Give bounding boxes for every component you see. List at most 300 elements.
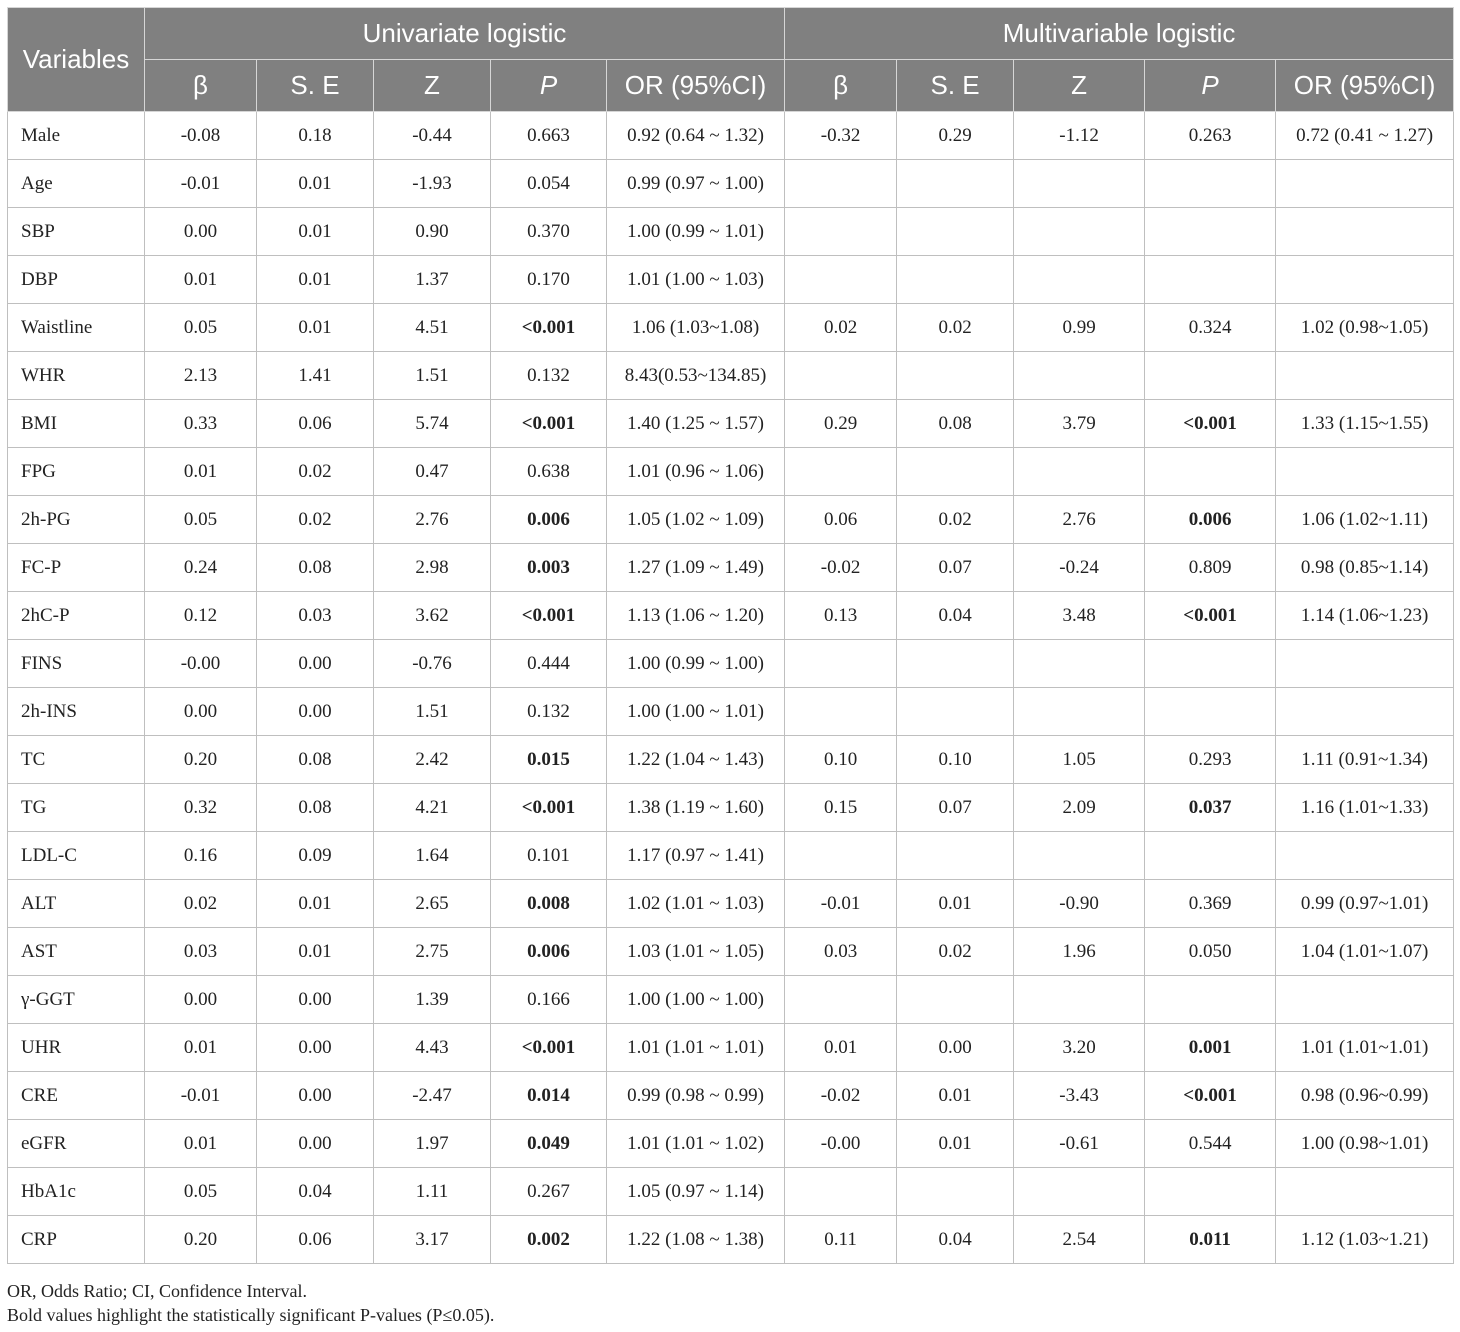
uni-p-cell: 0.015 <box>491 736 607 784</box>
multi-z-cell: 2.09 <box>1014 784 1145 832</box>
variable-cell: 2hC-P <box>8 592 145 640</box>
multi-se-cell <box>897 256 1014 304</box>
uni-beta-cell: 0.05 <box>145 496 257 544</box>
uni-p-cell: <0.001 <box>491 1024 607 1072</box>
uni-z-cell: 1.97 <box>374 1120 491 1168</box>
multi-p-cell: 0.050 <box>1145 928 1276 976</box>
uni-or-cell: 1.01 (1.00 ~ 1.03) <box>607 256 785 304</box>
header-uni-z: Z <box>374 60 491 112</box>
multi-or-cell <box>1276 976 1454 1024</box>
table-row <box>8 1072 1454 1120</box>
multi-z-cell <box>1014 448 1145 496</box>
multi-z-cell: -0.90 <box>1014 880 1145 928</box>
variable-cell: FPG <box>8 448 145 496</box>
multi-p-cell <box>1145 352 1276 400</box>
uni-se-cell: 0.01 <box>257 880 374 928</box>
multi-p-cell: 0.011 <box>1145 1216 1276 1264</box>
multi-beta-cell: 0.02 <box>785 304 897 352</box>
uni-z-cell: 2.65 <box>374 880 491 928</box>
multi-z-cell: -3.43 <box>1014 1072 1145 1120</box>
multi-z-cell: -1.12 <box>1014 112 1145 160</box>
multi-or-cell: 1.33 (1.15~1.55) <box>1276 400 1454 448</box>
uni-se-cell: 0.08 <box>257 736 374 784</box>
multi-p-cell <box>1145 208 1276 256</box>
uni-se-cell: 0.01 <box>257 256 374 304</box>
uni-beta-cell: 0.20 <box>145 736 257 784</box>
uni-p-cell: 0.006 <box>491 928 607 976</box>
variable-cell: FC-P <box>8 544 145 592</box>
uni-or-cell: 1.06 (1.03~1.08) <box>607 304 785 352</box>
multi-p-cell <box>1145 976 1276 1024</box>
uni-z-cell: 3.17 <box>374 1216 491 1264</box>
uni-z-cell: 2.98 <box>374 544 491 592</box>
multi-se-cell: 0.01 <box>897 880 1014 928</box>
uni-se-cell: 0.01 <box>257 160 374 208</box>
multi-beta-cell: 0.13 <box>785 592 897 640</box>
multi-beta-cell: -0.02 <box>785 544 897 592</box>
multi-beta-cell: -0.00 <box>785 1120 897 1168</box>
uni-p-cell: 0.002 <box>491 1216 607 1264</box>
uni-se-cell: 0.00 <box>257 1072 374 1120</box>
table-row <box>8 1120 1454 1168</box>
variable-cell: Waistline <box>8 304 145 352</box>
uni-se-cell: 0.02 <box>257 496 374 544</box>
header-multi-p: P <box>1145 60 1276 112</box>
uni-beta-cell: 0.01 <box>145 448 257 496</box>
uni-beta-cell: 0.00 <box>145 208 257 256</box>
variable-cell: Age <box>8 160 145 208</box>
header-uni-se: S. E <box>257 60 374 112</box>
uni-or-cell: 1.03 (1.01 ~ 1.05) <box>607 928 785 976</box>
multi-p-cell: 0.369 <box>1145 880 1276 928</box>
multi-or-cell <box>1276 1168 1454 1216</box>
table-row <box>8 496 1454 544</box>
multi-se-cell <box>897 688 1014 736</box>
multi-or-cell: 0.98 (0.96~0.99) <box>1276 1072 1454 1120</box>
uni-p-cell: 0.054 <box>491 160 607 208</box>
table-row <box>8 1168 1454 1216</box>
multi-z-cell: -0.61 <box>1014 1120 1145 1168</box>
table-row <box>8 256 1454 304</box>
multi-p-cell <box>1145 1168 1276 1216</box>
uni-z-cell: 2.75 <box>374 928 491 976</box>
multi-or-cell <box>1276 640 1454 688</box>
uni-se-cell: 1.41 <box>257 352 374 400</box>
multi-beta-cell: -0.02 <box>785 1072 897 1120</box>
table-row <box>8 304 1454 352</box>
multi-p-cell: 0.809 <box>1145 544 1276 592</box>
uni-z-cell: 0.47 <box>374 448 491 496</box>
uni-se-cell: 0.02 <box>257 448 374 496</box>
multi-p-cell <box>1145 640 1276 688</box>
multi-z-cell <box>1014 832 1145 880</box>
uni-se-cell: 0.01 <box>257 208 374 256</box>
multi-beta-cell <box>785 1168 897 1216</box>
multi-z-cell <box>1014 1168 1145 1216</box>
uni-p-cell: 0.014 <box>491 1072 607 1120</box>
multi-se-cell: 0.02 <box>897 496 1014 544</box>
multi-or-cell <box>1276 688 1454 736</box>
uni-beta-cell: -0.08 <box>145 112 257 160</box>
table-row <box>8 1216 1454 1264</box>
uni-beta-cell: -0.01 <box>145 1072 257 1120</box>
variable-cell: FINS <box>8 640 145 688</box>
multi-p-cell: 0.001 <box>1145 1024 1276 1072</box>
multi-se-cell: 0.07 <box>897 784 1014 832</box>
multi-z-cell <box>1014 160 1145 208</box>
uni-or-cell: 0.99 (0.98 ~ 0.99) <box>607 1072 785 1120</box>
table-row <box>8 928 1454 976</box>
table-row <box>8 640 1454 688</box>
header-variables: Variables <box>8 8 145 112</box>
header-multi-z: Z <box>1014 60 1145 112</box>
uni-p-cell: <0.001 <box>491 304 607 352</box>
multi-z-cell: -0.24 <box>1014 544 1145 592</box>
uni-p-cell: 0.170 <box>491 256 607 304</box>
uni-se-cell: 0.06 <box>257 1216 374 1264</box>
uni-beta-cell: 0.24 <box>145 544 257 592</box>
uni-z-cell: 4.21 <box>374 784 491 832</box>
uni-p-cell: <0.001 <box>491 784 607 832</box>
uni-z-cell: 2.42 <box>374 736 491 784</box>
multi-beta-cell: 0.15 <box>785 784 897 832</box>
uni-z-cell: 2.76 <box>374 496 491 544</box>
uni-p-cell: 0.267 <box>491 1168 607 1216</box>
uni-beta-cell: 0.05 <box>145 304 257 352</box>
multi-z-cell <box>1014 256 1145 304</box>
multi-or-cell: 1.00 (0.98~1.01) <box>1276 1120 1454 1168</box>
multi-or-cell <box>1276 448 1454 496</box>
uni-z-cell: 4.43 <box>374 1024 491 1072</box>
logistic-regression-table <box>7 7 1454 1264</box>
multi-p-cell: 0.293 <box>1145 736 1276 784</box>
table-row <box>8 208 1454 256</box>
table-row <box>8 784 1454 832</box>
table-row <box>8 1024 1454 1072</box>
uni-z-cell: 3.62 <box>374 592 491 640</box>
uni-beta-cell: 0.00 <box>145 688 257 736</box>
table-row <box>8 736 1454 784</box>
uni-or-cell: 1.22 (1.08 ~ 1.38) <box>607 1216 785 1264</box>
uni-beta-cell: 0.03 <box>145 928 257 976</box>
uni-se-cell: 0.09 <box>257 832 374 880</box>
uni-or-cell: 1.40 (1.25 ~ 1.57) <box>607 400 785 448</box>
multi-z-cell: 1.05 <box>1014 736 1145 784</box>
multi-z-cell <box>1014 688 1145 736</box>
uni-se-cell: 0.00 <box>257 976 374 1024</box>
multi-or-cell: 1.02 (0.98~1.05) <box>1276 304 1454 352</box>
uni-p-cell: 0.049 <box>491 1120 607 1168</box>
uni-z-cell: 1.39 <box>374 976 491 1024</box>
uni-se-cell: 0.03 <box>257 592 374 640</box>
uni-or-cell: 8.43(0.53~134.85) <box>607 352 785 400</box>
multi-se-cell <box>897 352 1014 400</box>
uni-z-cell: 5.74 <box>374 400 491 448</box>
multi-z-cell: 2.76 <box>1014 496 1145 544</box>
table-row <box>8 160 1454 208</box>
multi-beta-cell: -0.01 <box>785 880 897 928</box>
multi-p-cell: <0.001 <box>1145 400 1276 448</box>
multi-p-cell <box>1145 256 1276 304</box>
variable-cell: WHR <box>8 352 145 400</box>
multi-beta-cell <box>785 208 897 256</box>
uni-se-cell: 0.01 <box>257 928 374 976</box>
logistic-table-container <box>7 7 1453 1264</box>
multi-se-cell <box>897 160 1014 208</box>
uni-beta-cell: 0.01 <box>145 256 257 304</box>
multi-beta-cell <box>785 688 897 736</box>
header-multi-se: S. E <box>897 60 1014 112</box>
uni-beta-cell: 0.32 <box>145 784 257 832</box>
multi-beta-cell: -0.32 <box>785 112 897 160</box>
multi-se-cell <box>897 640 1014 688</box>
table-row <box>8 976 1454 1024</box>
header-univariate: Univariate logistic <box>145 8 785 60</box>
multi-or-cell <box>1276 256 1454 304</box>
variable-cell: TC <box>8 736 145 784</box>
uni-z-cell: -2.47 <box>374 1072 491 1120</box>
uni-beta-cell: 0.01 <box>145 1024 257 1072</box>
uni-or-cell: 1.38 (1.19 ~ 1.60) <box>607 784 785 832</box>
table-row <box>8 880 1454 928</box>
multi-beta-cell <box>785 976 897 1024</box>
multi-beta-cell: 0.03 <box>785 928 897 976</box>
multi-or-cell: 1.12 (1.03~1.21) <box>1276 1216 1454 1264</box>
uni-se-cell: 0.08 <box>257 784 374 832</box>
multi-se-cell: 0.02 <box>897 304 1014 352</box>
multi-z-cell: 3.20 <box>1014 1024 1145 1072</box>
uni-beta-cell: 0.16 <box>145 832 257 880</box>
variable-cell: TG <box>8 784 145 832</box>
multi-z-cell: 1.96 <box>1014 928 1145 976</box>
multi-beta-cell: 0.01 <box>785 1024 897 1072</box>
multi-or-cell: 1.16 (1.01~1.33) <box>1276 784 1454 832</box>
variable-cell: AST <box>8 928 145 976</box>
uni-z-cell: 1.51 <box>374 688 491 736</box>
uni-se-cell: 0.06 <box>257 400 374 448</box>
uni-or-cell: 1.02 (1.01 ~ 1.03) <box>607 880 785 928</box>
uni-p-cell: 0.166 <box>491 976 607 1024</box>
multi-z-cell <box>1014 208 1145 256</box>
multi-p-cell <box>1145 160 1276 208</box>
uni-or-cell: 0.92 (0.64 ~ 1.32) <box>607 112 785 160</box>
table-row <box>8 832 1454 880</box>
multi-or-cell: 1.11 (0.91~1.34) <box>1276 736 1454 784</box>
uni-or-cell: 1.01 (0.96 ~ 1.06) <box>607 448 785 496</box>
variable-cell: UHR <box>8 1024 145 1072</box>
table-row <box>8 688 1454 736</box>
uni-beta-cell: -0.01 <box>145 160 257 208</box>
uni-beta-cell: 0.05 <box>145 1168 257 1216</box>
uni-or-cell: 1.13 (1.06 ~ 1.20) <box>607 592 785 640</box>
header-multi-beta: β <box>785 60 897 112</box>
variable-cell: CRP <box>8 1216 145 1264</box>
variable-cell: HbA1c <box>8 1168 145 1216</box>
uni-se-cell: 0.00 <box>257 640 374 688</box>
multi-or-cell: 1.04 (1.01~1.07) <box>1276 928 1454 976</box>
multi-or-cell <box>1276 208 1454 256</box>
uni-beta-cell: 0.01 <box>145 1120 257 1168</box>
multi-p-cell <box>1145 448 1276 496</box>
multi-se-cell: 0.10 <box>897 736 1014 784</box>
multi-se-cell <box>897 208 1014 256</box>
variable-cell: LDL-C <box>8 832 145 880</box>
uni-p-cell: 0.444 <box>491 640 607 688</box>
multi-se-cell: 0.29 <box>897 112 1014 160</box>
multi-se-cell <box>897 448 1014 496</box>
uni-z-cell: 1.11 <box>374 1168 491 1216</box>
uni-p-cell: <0.001 <box>491 400 607 448</box>
uni-se-cell: 0.04 <box>257 1168 374 1216</box>
multi-beta-cell: 0.10 <box>785 736 897 784</box>
uni-p-cell: 0.132 <box>491 688 607 736</box>
uni-or-cell: 1.17 (0.97 ~ 1.41) <box>607 832 785 880</box>
uni-or-cell: 1.01 (1.01 ~ 1.01) <box>607 1024 785 1072</box>
multi-beta-cell <box>785 832 897 880</box>
uni-p-cell: 0.638 <box>491 448 607 496</box>
uni-beta-cell: -0.00 <box>145 640 257 688</box>
uni-or-cell: 1.00 (0.99 ~ 1.01) <box>607 208 785 256</box>
table-row <box>8 448 1454 496</box>
multi-z-cell <box>1014 352 1145 400</box>
multi-or-cell <box>1276 352 1454 400</box>
uni-se-cell: 0.00 <box>257 1120 374 1168</box>
multi-beta-cell <box>785 640 897 688</box>
multi-z-cell: 2.54 <box>1014 1216 1145 1264</box>
table-body <box>8 112 1454 1264</box>
multi-se-cell <box>897 1168 1014 1216</box>
variable-cell: BMI <box>8 400 145 448</box>
multi-or-cell <box>1276 160 1454 208</box>
variable-cell: γ-GGT <box>8 976 145 1024</box>
multi-p-cell: 0.324 <box>1145 304 1276 352</box>
multi-z-cell: 3.48 <box>1014 592 1145 640</box>
uni-or-cell: 1.22 (1.04 ~ 1.43) <box>607 736 785 784</box>
uni-se-cell: 0.01 <box>257 304 374 352</box>
multi-p-cell <box>1145 832 1276 880</box>
table-row <box>8 112 1454 160</box>
multi-or-cell: 0.99 (0.97~1.01) <box>1276 880 1454 928</box>
header-uni-p: P <box>491 60 607 112</box>
variable-cell: Male <box>8 112 145 160</box>
variable-cell: ALT <box>8 880 145 928</box>
multi-se-cell: 0.04 <box>897 592 1014 640</box>
uni-z-cell: 1.64 <box>374 832 491 880</box>
uni-p-cell: <0.001 <box>491 592 607 640</box>
multi-p-cell <box>1145 688 1276 736</box>
multi-or-cell: 0.72 (0.41 ~ 1.27) <box>1276 112 1454 160</box>
header-multivariable: Multivariable logistic <box>785 8 1454 60</box>
uni-p-cell: 0.008 <box>491 880 607 928</box>
uni-beta-cell: 0.00 <box>145 976 257 1024</box>
uni-or-cell: 1.01 (1.01 ~ 1.02) <box>607 1120 785 1168</box>
multi-p-cell: <0.001 <box>1145 592 1276 640</box>
variable-cell: 2h-INS <box>8 688 145 736</box>
variable-cell: eGFR <box>8 1120 145 1168</box>
uni-z-cell: 1.51 <box>374 352 491 400</box>
multi-se-cell: 0.00 <box>897 1024 1014 1072</box>
multi-beta-cell: 0.29 <box>785 400 897 448</box>
uni-or-cell: 1.00 (0.99 ~ 1.00) <box>607 640 785 688</box>
multi-p-cell: 0.263 <box>1145 112 1276 160</box>
table-row <box>8 400 1454 448</box>
multi-or-cell: 0.98 (0.85~1.14) <box>1276 544 1454 592</box>
uni-p-cell: 0.006 <box>491 496 607 544</box>
uni-z-cell: -0.76 <box>374 640 491 688</box>
variable-cell: SBP <box>8 208 145 256</box>
multi-or-cell: 1.06 (1.02~1.11) <box>1276 496 1454 544</box>
uni-beta-cell: 0.12 <box>145 592 257 640</box>
uni-z-cell: -0.44 <box>374 112 491 160</box>
multi-se-cell: 0.08 <box>897 400 1014 448</box>
multi-beta-cell: 0.06 <box>785 496 897 544</box>
uni-or-cell: 1.00 (1.00 ~ 1.00) <box>607 976 785 1024</box>
multi-se-cell: 0.04 <box>897 1216 1014 1264</box>
multi-p-cell: <0.001 <box>1145 1072 1276 1120</box>
table-row <box>8 544 1454 592</box>
multi-se-cell: 0.01 <box>897 1072 1014 1120</box>
uni-se-cell: 0.08 <box>257 544 374 592</box>
uni-beta-cell: 2.13 <box>145 352 257 400</box>
footnote-bold-note: Bold values highlight the statistically significant P-values (P≤0.05). <box>7 1305 495 1325</box>
uni-p-cell: 0.132 <box>491 352 607 400</box>
multi-p-cell: 0.006 <box>1145 496 1276 544</box>
multi-beta-cell <box>785 256 897 304</box>
multi-p-cell: 0.544 <box>1145 1120 1276 1168</box>
multi-beta-cell: 0.11 <box>785 1216 897 1264</box>
multi-se-cell: 0.07 <box>897 544 1014 592</box>
multi-beta-cell <box>785 352 897 400</box>
footnote-abbreviations: OR, Odds Ratio; CI, Confidence Interval. <box>7 1281 307 1301</box>
uni-or-cell: 1.05 (1.02 ~ 1.09) <box>607 496 785 544</box>
multi-se-cell: 0.02 <box>897 928 1014 976</box>
header-multi-or: OR (95%CI) <box>1276 60 1454 112</box>
uni-beta-cell: 0.20 <box>145 1216 257 1264</box>
uni-or-cell: 0.99 (0.97 ~ 1.00) <box>607 160 785 208</box>
multi-z-cell <box>1014 976 1145 1024</box>
multi-beta-cell <box>785 448 897 496</box>
uni-p-cell: 0.663 <box>491 112 607 160</box>
multi-se-cell <box>897 832 1014 880</box>
multi-se-cell: 0.01 <box>897 1120 1014 1168</box>
uni-z-cell: 0.90 <box>374 208 491 256</box>
uni-se-cell: 0.18 <box>257 112 374 160</box>
table-row <box>8 352 1454 400</box>
uni-or-cell: 1.00 (1.00 ~ 1.01) <box>607 688 785 736</box>
uni-beta-cell: 0.02 <box>145 880 257 928</box>
uni-z-cell: -1.93 <box>374 160 491 208</box>
header-uni-or: OR (95%CI) <box>607 60 785 112</box>
table-row <box>8 592 1454 640</box>
multi-or-cell <box>1276 832 1454 880</box>
uni-p-cell: 0.101 <box>491 832 607 880</box>
uni-p-cell: 0.003 <box>491 544 607 592</box>
variable-cell: DBP <box>8 256 145 304</box>
header-uni-beta: β <box>145 60 257 112</box>
uni-beta-cell: 0.33 <box>145 400 257 448</box>
uni-se-cell: 0.00 <box>257 688 374 736</box>
uni-or-cell: 1.27 (1.09 ~ 1.49) <box>607 544 785 592</box>
variable-cell: 2h-PG <box>8 496 145 544</box>
table-footnotes <box>7 1279 494 1327</box>
uni-z-cell: 4.51 <box>374 304 491 352</box>
multi-beta-cell <box>785 160 897 208</box>
multi-z-cell <box>1014 640 1145 688</box>
uni-se-cell: 0.00 <box>257 1024 374 1072</box>
multi-z-cell: 0.99 <box>1014 304 1145 352</box>
multi-or-cell: 1.01 (1.01~1.01) <box>1276 1024 1454 1072</box>
multi-se-cell <box>897 976 1014 1024</box>
